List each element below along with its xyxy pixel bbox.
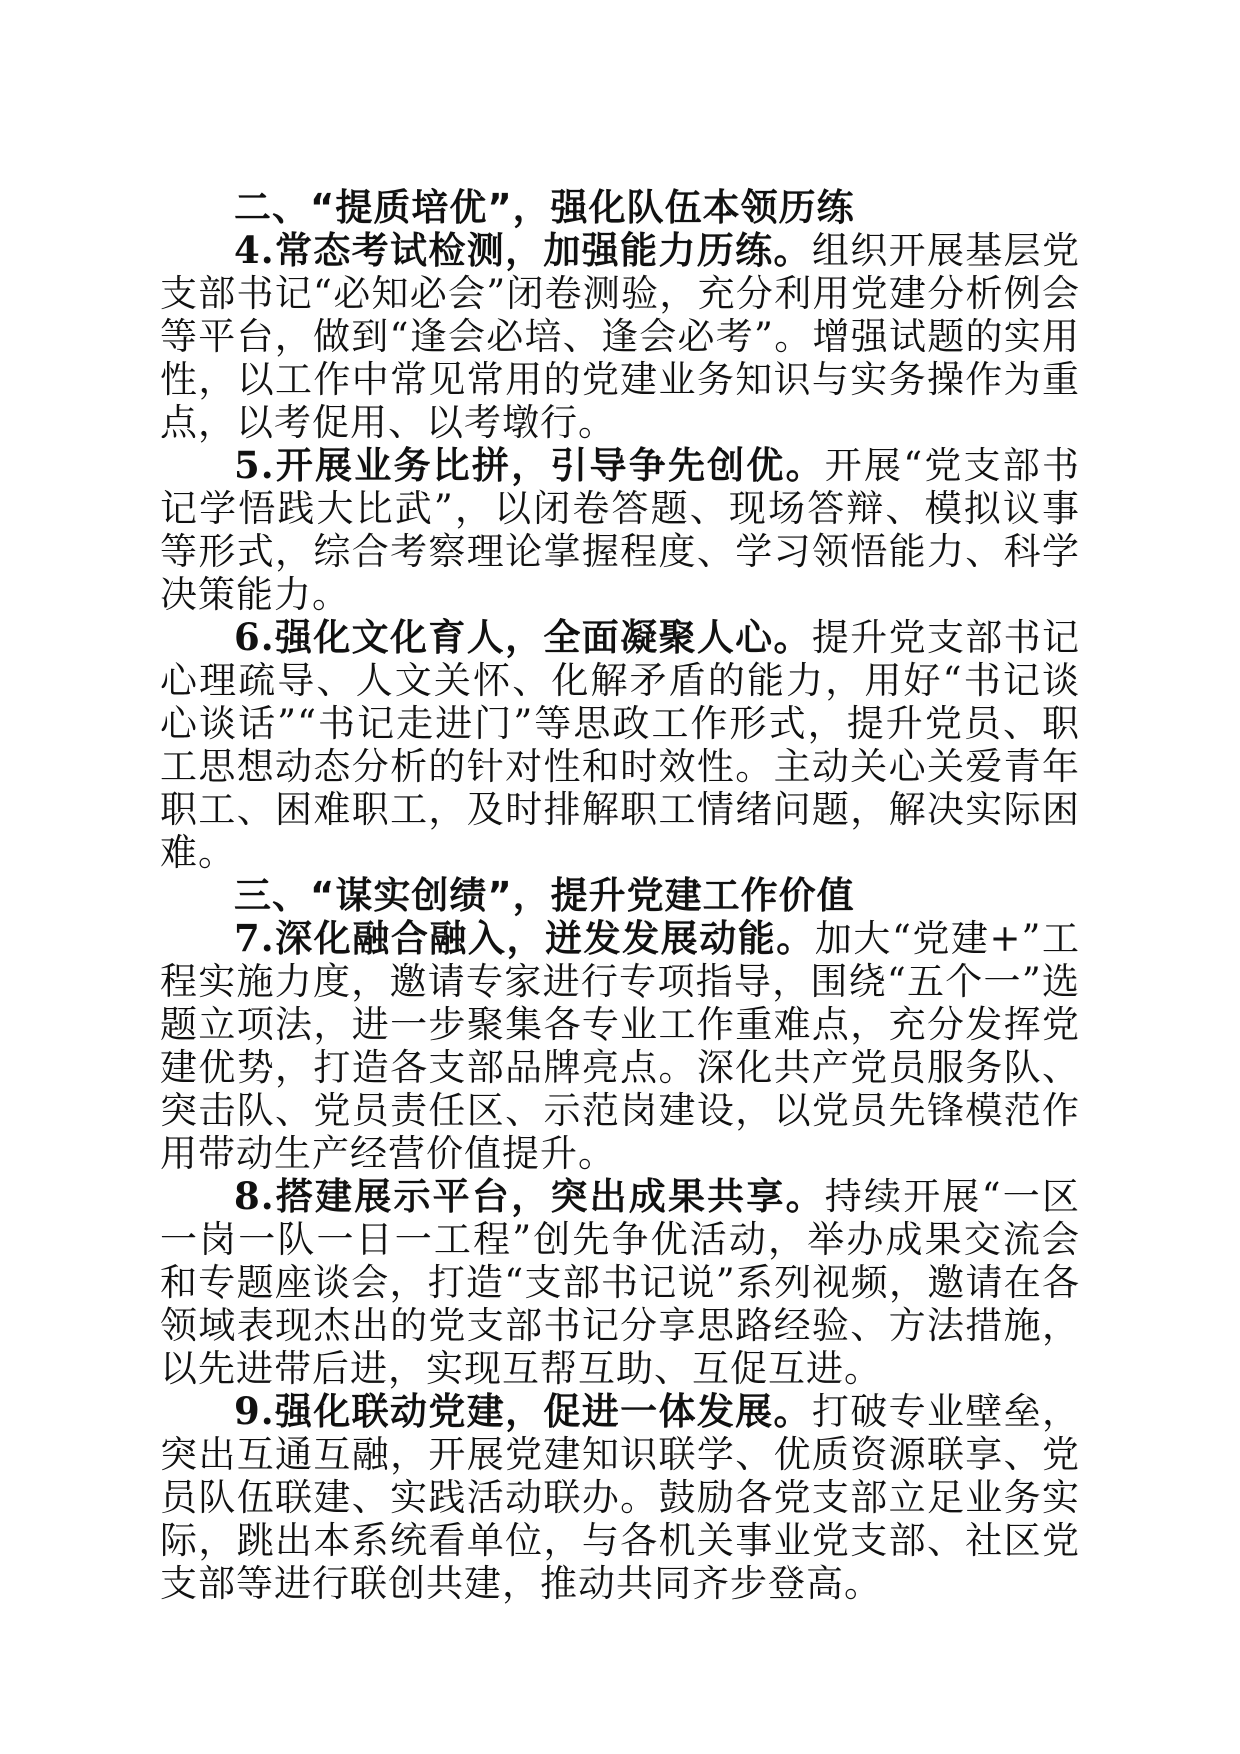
item-text-5: 开展“党支部书记学悟践大比武”，以闭卷答题、现场答辩、模拟议事等形式，综合考察理论掌握程度、学习领悟能力、科学决策能力。 bbox=[160, 444, 1080, 616]
item-text-9: 打破专业壁垒，突出互通互融，开展党建知识联学、优质资源联享、党员队伍联建、实践活动联办。鼓励各党支部立足业务实际，跳出本系统看单位，与各机关事业党支部、社区党支部等进行联创共建，推动共同齐步登高。 bbox=[160, 1390, 1080, 1605]
item-paragraph-9 bbox=[160, 1390, 1080, 1605]
item-lead-8: 8.搭建展示平台，突出成果共享。 bbox=[234, 1174, 825, 1218]
item-paragraph-4 bbox=[160, 229, 1080, 444]
document-page bbox=[160, 186, 1080, 1605]
item-text-7: 加大“党建+”工程实施力度，邀请专家进行专项指导，围绕“五个一”选题立项法，进一步聚集各专业工作重难点，充分发挥党建优势，打造各支部品牌亮点。深化共产党员服务队、突击队、党员责任区、示范岗建设，以党员先锋模范作用带动生产经营价值提升。 bbox=[160, 917, 1080, 1175]
item-text-4: 组织开展基层党支部书记“必知必会”闭卷测验，充分利用党建分析例会等平台，做到“逢会必培、逢会必考”。增强试题的实用性，以工作中常见常用的党建业务知识与实务操作为重点，以考促用、以考墩行。 bbox=[160, 229, 1080, 444]
item-text-8: 持续开展“一区一岗一队一日一工程”创先争优活动，举办成果交流会和专题座谈会，打造“支部书记说”系列视频，邀请在各领域表现杰出的党支部书记分享思路经验、方法措施，以先进带后进，实现互帮互助、互促互进。 bbox=[160, 1175, 1080, 1390]
item-paragraph-8 bbox=[160, 1175, 1080, 1390]
item-lead-4: 4.常态考试检测，加强能力历练。 bbox=[234, 228, 812, 272]
item-lead-9: 9.强化联动党建，促进一体发展。 bbox=[234, 1389, 812, 1433]
item-lead-6: 6.强化文化育人，全面凝聚人心。 bbox=[234, 615, 812, 659]
item-paragraph-5 bbox=[160, 444, 1080, 616]
section-heading-2: 二、“提质培优”，强化队伍本领历练 bbox=[234, 186, 855, 229]
item-lead-7: 7.深化融合融入，迸发发展动能。 bbox=[234, 916, 815, 960]
item-lead-5: 5.开展业务比拼，引导争先创优。 bbox=[234, 443, 825, 487]
item-paragraph-6 bbox=[160, 616, 1080, 874]
item-paragraph-7 bbox=[160, 917, 1080, 1175]
item-text-6: 提升党支部书记心理疏导、人文关怀、化解矛盾的能力，用好“书记谈心谈话”“书记走进门”等思政工作形式，提升党员、职工思想动态分析的针对性和时效性。主动关心关爱青年职工、困难职工，及时排解职工情绪问题，解决实际困难。 bbox=[160, 616, 1080, 874]
section-heading-3: 三、“谋实创绩”，提升党建工作价值 bbox=[234, 874, 855, 917]
